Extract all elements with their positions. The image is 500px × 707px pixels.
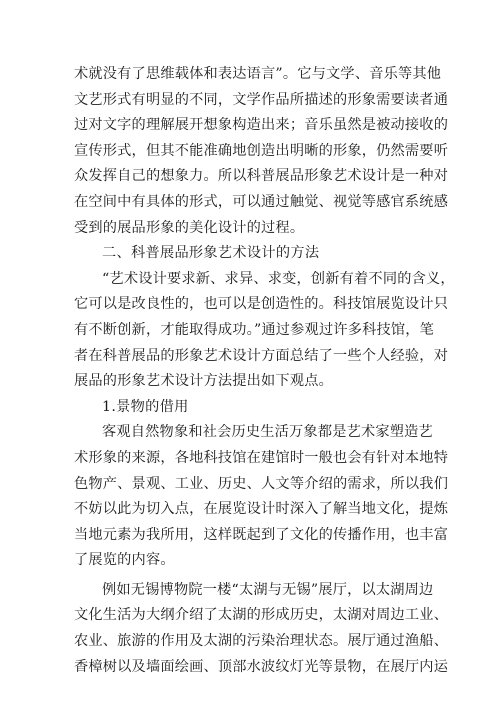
text-line: 客观自然物象和社会历史生活万象都是艺术家塑造艺 xyxy=(102,424,433,441)
text-line: 在空间中有具体的形式，可以通过触觉、视觉等感官系统感 xyxy=(74,193,449,210)
text-line: 色物产、景观、工业、历史、人文等介绍的需求，所以我们 xyxy=(74,475,449,492)
text-line: 术形象的来源，各地科技馆在建馆时一般也会有针对本地特 xyxy=(74,449,449,466)
paragraph-intro xyxy=(74,62,449,241)
text-line: 者在科普展品的形象艺术设计方面总结了一些个人经验，对 xyxy=(74,347,449,364)
paragraph-scenery xyxy=(74,420,449,574)
subsection-heading: 1.景物的借用 xyxy=(102,398,189,415)
text-line: 香樟树以及墙面绘画、顶部水波纹灯光等景物，在展厅内运 xyxy=(74,658,449,675)
text-line: 当地元素为我所用，这样既起到了文化的传播作用，也丰富 xyxy=(74,526,449,543)
paragraph-method-intro xyxy=(74,267,455,395)
text-line: 不妨以此为切入点，在展览设计时深入了解当地文化，提炼 xyxy=(74,501,449,518)
document-page xyxy=(74,62,455,680)
text-line: 众发挥自己的想象力。所以科普展品形象艺术设计是一种对 xyxy=(74,168,449,185)
text-line: 农业、旅游的作用及太湖的污染治理状态。展厅通过渔船、 xyxy=(74,633,449,650)
text-line: 了展览的内容。 xyxy=(74,552,175,569)
text-line: 文艺形式有明显的不同，文学作品所描述的形象需要读者通 xyxy=(74,91,449,108)
text-line: 展品的形象艺术设计方法提出如下观点。 xyxy=(74,373,333,390)
paragraph-example xyxy=(74,578,449,680)
text-line: 文化生活为大纲介绍了太湖的形成历史，太湖对周边工业、 xyxy=(74,607,449,624)
text-line: 例如无锡博物院一楼“太湖与无锡”展厅，以太湖周边 xyxy=(102,581,434,598)
text-line: 过对文字的理解展开想象构造出来；音乐虽然是被动接收的 xyxy=(74,117,449,134)
text-line: 它可以是改良性的，也可以是创造性的。科技馆展览设计只 xyxy=(74,296,449,313)
section-heading: 二、科普展品形象艺术设计的方法 xyxy=(102,245,320,262)
text-line: 有不断创新，才能取得成功。”通过参观过许多科技馆，笔 xyxy=(74,321,435,338)
text-line: 宣传形式，但其不能准确地创造出明晰的形象，仍然需要听 xyxy=(74,142,449,159)
text-line: 术就没有了思维载体和表达语言”。它与文学、音乐等其他 xyxy=(74,66,442,82)
text-line: “艺术设计要求新、求异、求变，创新有着不同的含义， xyxy=(102,270,455,287)
text-line: 受到的展品形象的美化设计的过程。 xyxy=(74,219,305,236)
